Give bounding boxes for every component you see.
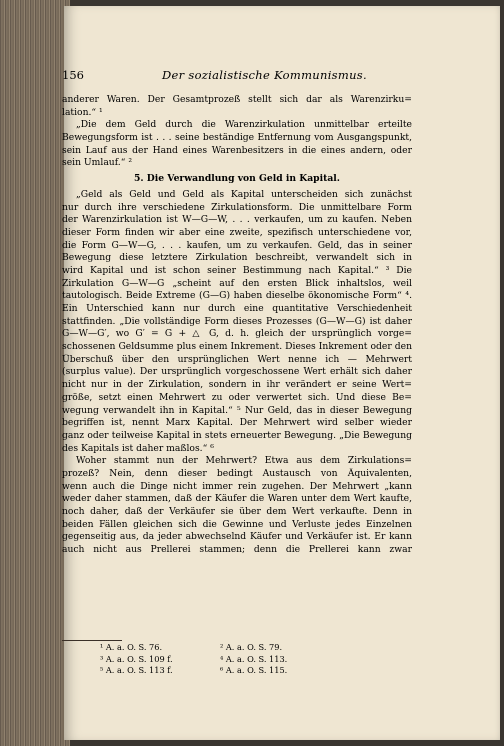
footnote-row	[100, 654, 400, 666]
footnotes	[100, 642, 400, 677]
footnote: ² A. a. O. S. 79.	[220, 642, 283, 652]
page-edges	[0, 0, 70, 746]
text-line: größe, setzt einen Mehrwert zu oder verwertet sich. Und diese Be=	[62, 391, 412, 403]
footnote-rule	[62, 640, 122, 641]
page-number: 156	[62, 68, 84, 82]
page-body	[62, 94, 412, 557]
text-line: sein Umlauf.“ ²	[62, 157, 133, 169]
text-line: noch daher, daß der Verkäufer sie über dem Wert verkaufte. Denn in	[62, 506, 412, 518]
footnote: ⁴ A. a. O. S. 113.	[220, 653, 288, 664]
text-line: auch nicht aus Prellerei stammen; denn die Prellerei kann zwar	[62, 544, 412, 556]
text-line: Zirkulation G—W—G „scheint auf den ersten Blick inhaltslos, weil	[62, 277, 412, 289]
paragraph-1	[62, 94, 412, 119]
text-line: Bewegungsform ist . . . seine beständige Entfernung vom Ausgangspunkt,	[62, 132, 412, 144]
text-line: die Form G—W—G, . . . kaufen, um zu verkaufen. Geld, das in seiner	[62, 239, 412, 251]
text-line: „Geld als Geld und Geld als Kapital unterscheiden sich zunächst	[76, 188, 412, 200]
text-line: ganz oder teilweise Kapital in stets erneuerter Bewegung. „Die Bewegung	[62, 429, 412, 441]
text-line: dieser Form finden wir aber eine zweite, spezifisch unterschiedene vor,	[62, 226, 412, 238]
text-line: des Kapitals ist daher maßlos.“ ⁶	[62, 442, 214, 454]
text-line: lation.“ ¹	[62, 106, 103, 118]
text-line: stattfinden. „Die vollständige Form dieses Prozesses (G—W—G) ist daher	[62, 315, 412, 327]
text-line: Ein Unterschied kann nur durch eine quantitative Verschiedenheit	[62, 303, 412, 315]
text-line: nur durch ihre verschiedene Zirkulationsform. Die unmittelbare Form	[62, 201, 412, 213]
text-line: G—W—G′, wo G′ = G + △ G, d. h. gleich der ursprünglich vorge=	[62, 328, 412, 340]
text-line: wenn auch die Dinge nicht immer rein zugehen. Der Mehrwert „kann	[62, 480, 412, 492]
page-header	[62, 68, 406, 84]
text-line: wegung verwandelt ihn in Kapital.“ ⁵ Nur Geld, das in dieser Bewegung	[62, 404, 412, 416]
footnote-row	[100, 642, 400, 654]
paragraph-3	[62, 189, 412, 455]
text-line: (surplus value). Der ursprünglich vorgeschossene Wert erhält sich daher	[62, 366, 412, 378]
text-line: prozeß? Nein, denn dieser bedingt Austausch von Äquivalenten,	[62, 468, 412, 479]
text-line: tautologisch. Beide Extreme (G—G) haben dieselbe ökonomische Form“ ⁴.	[62, 290, 412, 302]
text-line: nicht nur in der Zirkulation, sondern in ihr verändert er seine Wert=	[62, 379, 412, 391]
paragraph-2	[62, 119, 412, 170]
footnote-row	[100, 665, 400, 677]
text-line: sein Lauf aus der Hand eines Warenbesitzers in die eines andern, oder	[62, 144, 412, 156]
text-line: weder daher stammen, daß der Käufer die Waren unter dem Wert kaufte,	[62, 493, 412, 505]
text-line: schossenen Geldsumme plus einem Inkrement. Dieses Inkrement oder den	[62, 341, 412, 353]
footnote: ⁵ A. a. O. S. 113 f.	[100, 665, 173, 675]
text-line: der Warenzirkulation ist W—G—W, . . . verkaufen, um zu kaufen. Neben	[62, 214, 412, 226]
footnote: ⁶ A. a. O. S. 115.	[220, 665, 288, 675]
running-title: Der sozialistische Kommunismus.	[162, 68, 367, 82]
paragraph-4	[62, 455, 412, 557]
text-line: anderer Waren. Der Gesamtprozeß stellt sich dar als Warenzirku=	[62, 94, 412, 105]
text-line: wird Kapital und ist schon seiner Bestimmung nach Kapital.“ ³ Die	[62, 264, 412, 276]
text-line: Überschuß über den ursprünglichen Wert nenne ich — Mehrwert	[62, 353, 412, 365]
section-heading: 5. Die Verwandlung von Geld in Kapital.	[134, 173, 340, 185]
text-line: „Die dem Geld durch die Warenzirkulation unmittelbar erteilte	[76, 119, 412, 131]
text-line: gegenseitig aus, da jeder abwechselnd Käufer und Verkäufer ist. Er kann	[62, 531, 412, 543]
text-line: Bewegung diese letztere Zirkulation beschreibt, verwandelt sich in	[62, 252, 412, 264]
text-line: begriffen ist, nennt Marx Kapital. Der Mehrwert wird selber wieder	[62, 417, 412, 429]
text-line: Woher stammt nun der Mehrwert? Etwa aus dem Zirkulations=	[76, 455, 412, 467]
footnote: ³ A. a. O. S. 109 f.	[100, 653, 173, 664]
footnote: ¹ A. a. O. S. 76.	[100, 642, 163, 652]
text-line: beiden Fällen gleichen sich die Gewinne und Verluste jedes Einzelnen	[62, 518, 412, 530]
